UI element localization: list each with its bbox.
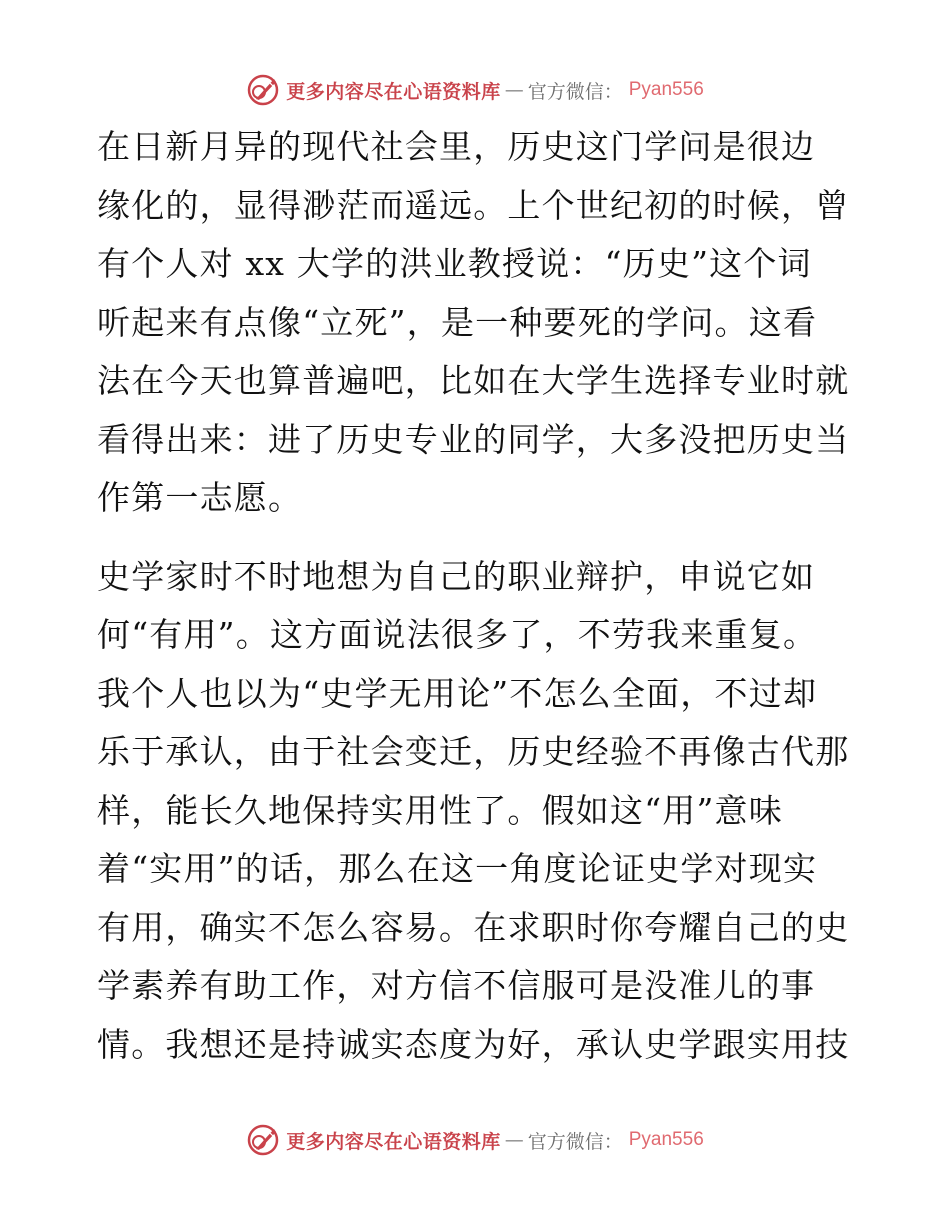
text-line: 何“有用”。这方面说法很多了，不劳我来重复。: [97, 615, 818, 654]
brand-text: 更多内容尽在心语资料库: [286, 80, 501, 103]
text-line: 情。我想还是持诚实态度为好，承认史学跟实用技: [97, 1024, 850, 1064]
text-line: 看得出来：进了历史专业的同学，大多没把历史当: [97, 419, 850, 459]
text-line: 法在今天也算普遍吧，比如在大学生选择专业时就: [97, 361, 850, 400]
text-line: 作第一志愿。: [97, 478, 303, 517]
text-line: 在日新月异的现代社会里，历史这门学问是很边: [97, 127, 816, 166]
paragraph-1: [97, 118, 853, 528]
text-line: 有用，确实不怎么容易。在求职时你夸耀自己的史: [97, 907, 850, 947]
text-line: 样，能长久地保持实用性了。假如这“用”意味: [97, 790, 783, 830]
footer-banner: [0, 1118, 950, 1162]
document-body: [97, 118, 853, 1074]
text-line: 史学家时不时地想为自己的职业辩护，申说它如: [97, 556, 816, 596]
banner-dash: —: [504, 79, 524, 101]
brand-text: 更多内容尽在心语资料库: [286, 1130, 501, 1153]
wechat-label: 官方微信：: [527, 1130, 623, 1153]
text-line: 乐于承认，由于社会变迁，历史经验不再像古代那: [97, 732, 850, 771]
text-line: 缘化的，显得渺茫而遥远。上个世纪初的时候，曾: [97, 185, 850, 225]
header-banner: [0, 68, 950, 112]
wechat-id: Pyan556: [628, 1129, 704, 1150]
text-line: 学素养有助工作，对方信不信服可是没准儿的事: [97, 966, 816, 1005]
quill-pen-icon: [246, 1123, 280, 1157]
paragraph-2: [97, 548, 853, 1075]
text-line: 着“实用”的话，那么在这一角度论证史学对现实: [97, 849, 818, 888]
text-line: 听起来有点像“立死”，是一种要死的学问。这看: [97, 302, 818, 342]
wechat-id: Pyan556: [628, 79, 704, 100]
quill-pen-icon: [246, 73, 280, 107]
banner-dash: —: [504, 1129, 524, 1151]
text-line: 有个人对 xx 大学的洪业教授说：“历史”这个词: [97, 244, 812, 283]
text-line: 我个人也以为“史学无用论”不怎么全面，不过却: [97, 673, 818, 713]
wechat-label: 官方微信：: [527, 80, 623, 103]
